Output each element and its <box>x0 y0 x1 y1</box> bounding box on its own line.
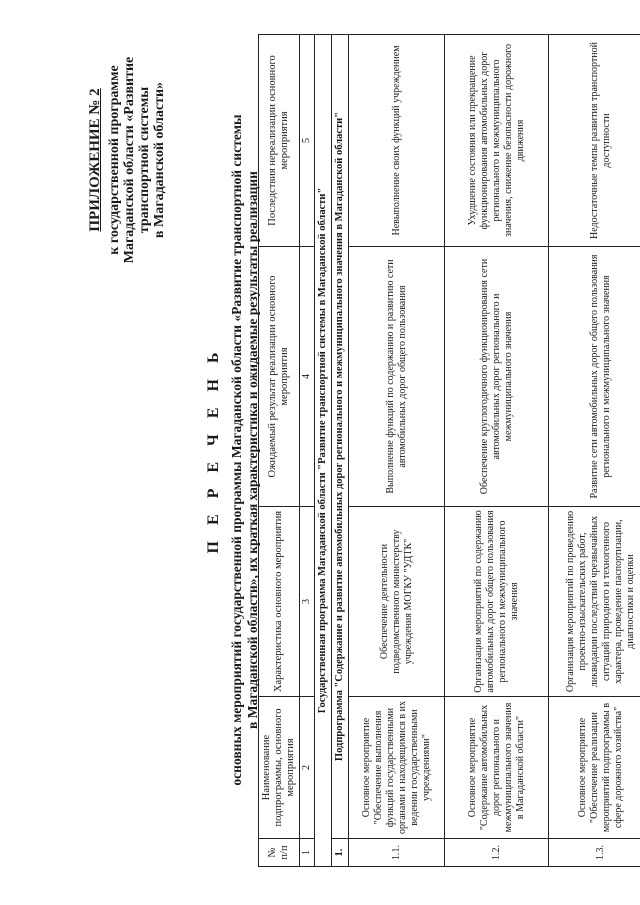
row-result: Развитие сети автомобильных дорог общего пользования регионального и межмуниципального значения <box>549 247 640 507</box>
table-row <box>445 35 549 867</box>
row-characteristic: Организация мероприятий по проведению проектно-изыскательских работ, ликвидации последствий чрезвычайных ситуаций природного и техногенного характера, проведение паспортизации, диагностики и оценки <box>549 507 640 697</box>
row-number: 1.1. <box>349 839 445 867</box>
heading-line: в Магаданской области», их краткая характеристика и ожидаемые результаты реализации <box>245 171 260 729</box>
measures-table <box>258 34 640 867</box>
program-row <box>315 35 332 867</box>
header-cell: Последствия нереализации основного мероприятия <box>259 35 300 247</box>
column-number: 4 <box>300 247 315 507</box>
column-number: 3 <box>300 507 315 697</box>
table-row <box>549 35 640 867</box>
appendix-title: ПРИЛОЖЕНИЕ № 2 <box>87 88 103 232</box>
row-characteristic: Организация мероприятий по содержанию автомобильных дорог общего пользования регионального и межмуниципального значения <box>445 507 549 697</box>
row-number: 1.2. <box>445 839 549 867</box>
appendix-line: к государственной программе <box>107 65 122 255</box>
column-number-row <box>300 35 315 867</box>
column-number: 5 <box>300 35 315 247</box>
row-characteristic: Обеспечение деятельности подведомственного министерству учреждения МОГКУ "УДТК" <box>349 507 445 697</box>
header-row <box>259 35 300 867</box>
program-title: Государственная программа Магаданской области "Развитие транспортной системы в Магаданской области" <box>315 35 332 867</box>
row-result: Выполнение функций по содержанию и развитию сети автомобильных дорог общего пользования <box>349 247 445 507</box>
header-cell: Характеристика основного мероприятия <box>259 507 300 697</box>
row-consequence: Недостаточные темпы развития транспортной доступности <box>549 35 640 247</box>
row-name: Основное мероприятие "Содержание автомобильных дорог регионального и межмуниципального значения в Магаданской области" <box>445 697 549 839</box>
subprogram-number: 1. <box>332 839 349 867</box>
column-number: 2 <box>300 697 315 839</box>
subprogram-row <box>332 35 349 867</box>
row-name: Основное мероприятие "Обеспечение выполнения функций государственными органами и находящимися в их ведении государственными учреждениями" <box>349 697 445 839</box>
header-cell: № п/п <box>259 839 300 867</box>
row-consequence: Ухудшение состояния или прекращение функционирования автомобильных дорог регионального и межмуниципального значения, снижение безопасности дорожного движения <box>445 35 549 247</box>
row-consequence: Невыполнение своих функций учреждением <box>349 35 445 247</box>
heading-title: П Е Р Е Ч Е Н Ь <box>205 346 222 554</box>
appendix-line: в Магаданской области» <box>152 81 167 239</box>
appendix-block <box>88 55 167 265</box>
appendix-line: Магаданской области «Развитие <box>122 56 137 264</box>
heading-line: основных мероприятий государственной программы Магаданской области «Развитие транспортной системы <box>229 114 244 786</box>
row-name: Основное мероприятие "Обеспечение реализации мероприятий подпрограммы в сфере дорожного хозяйства" <box>549 697 640 839</box>
document-heading <box>205 55 261 845</box>
header-cell: Ожидаемый результат реализации основного мероприятия <box>259 247 300 507</box>
column-number: 1 <box>300 839 315 867</box>
appendix-line: транспортной системы <box>137 86 152 234</box>
subprogram-title: Подпрограмма "Содержание и развитие автомобильных дорог регионального и межмуниципального значения в Магаданской области" <box>332 35 349 839</box>
row-number: 1.3. <box>549 839 640 867</box>
row-result: Обеспечение круглогодичного функционирования сети автомобильных дорог регионального и межмуниципального значения <box>445 247 549 507</box>
header-cell: Наименование подпрограммы, основного мероприятия <box>259 697 300 839</box>
table-row <box>349 35 445 867</box>
